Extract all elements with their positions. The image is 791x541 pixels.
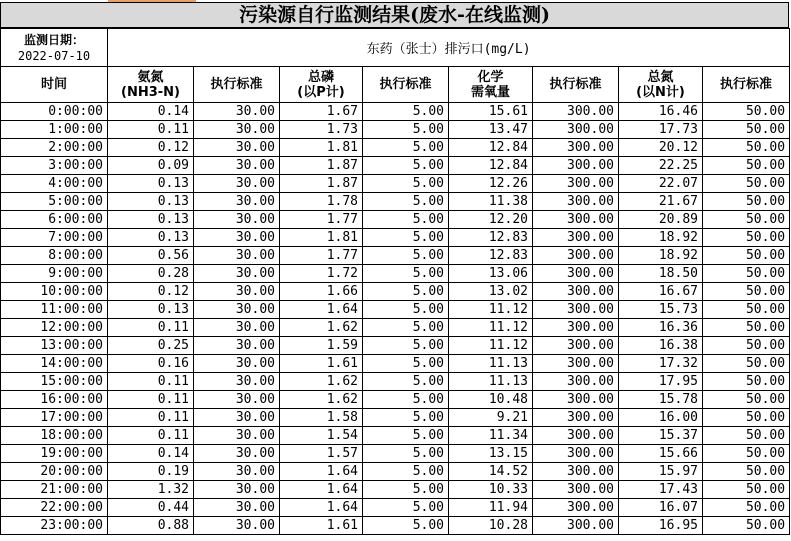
value-cell: 1.66: [280, 283, 363, 301]
table-row: [1, 463, 790, 481]
value-cell: 300.00: [533, 103, 619, 121]
value-cell: 15.78: [619, 391, 703, 409]
value-cell: 0.25: [108, 337, 194, 355]
value-cell: 1.62: [280, 391, 363, 409]
value-cell: 5.00: [363, 283, 449, 301]
value-cell: 30.00: [194, 391, 280, 409]
table-row: [1, 121, 790, 139]
value-cell: 300.00: [533, 427, 619, 445]
value-cell: 50.00: [703, 157, 790, 175]
value-cell: 50.00: [703, 193, 790, 211]
value-cell: 5.00: [363, 391, 449, 409]
value-cell: 12.83: [449, 229, 533, 247]
value-cell: 30.00: [194, 157, 280, 175]
value-cell: 300.00: [533, 373, 619, 391]
value-cell: 50.00: [703, 409, 790, 427]
value-cell: 1.81: [280, 229, 363, 247]
value-cell: 300.00: [533, 265, 619, 283]
value-cell: 16.95: [619, 517, 703, 535]
date-value: 2022-07-10: [17, 48, 91, 63]
table-row: [1, 355, 790, 373]
value-cell: 30.00: [194, 121, 280, 139]
value-cell: 50.00: [703, 121, 790, 139]
value-cell: 5.00: [363, 301, 449, 319]
value-cell: 16.67: [619, 283, 703, 301]
value-cell: 30.00: [194, 319, 280, 337]
monitoring-date-cell: [1, 29, 108, 67]
value-cell: 0.19: [108, 463, 194, 481]
value-cell: 30.00: [194, 265, 280, 283]
table-row: [1, 373, 790, 391]
time-cell: 5:00:00: [1, 193, 108, 211]
value-cell: 0.11: [108, 373, 194, 391]
table-row: [1, 517, 790, 535]
value-cell: 11.12: [449, 301, 533, 319]
value-cell: 1.64: [280, 499, 363, 517]
column-header: [1, 67, 108, 103]
value-cell: 0.13: [108, 175, 194, 193]
value-cell: 5.00: [363, 193, 449, 211]
value-cell: 0.13: [108, 211, 194, 229]
value-cell: 5.00: [363, 157, 449, 175]
value-cell: 16.00: [619, 409, 703, 427]
time-cell: 23:00:00: [1, 517, 108, 535]
value-cell: 30.00: [194, 175, 280, 193]
table-row: [1, 157, 790, 175]
value-cell: 5.00: [363, 499, 449, 517]
column-header-line: 总氮: [647, 69, 674, 85]
value-cell: 12.84: [449, 157, 533, 175]
value-cell: 1.57: [280, 445, 363, 463]
value-cell: 1.77: [280, 247, 363, 265]
value-cell: 50.00: [703, 319, 790, 337]
value-cell: 5.00: [363, 409, 449, 427]
table-row: [1, 211, 790, 229]
value-cell: 300.00: [533, 517, 619, 535]
table-row: [1, 427, 790, 445]
value-cell: 1.62: [280, 373, 363, 391]
value-cell: 300.00: [533, 157, 619, 175]
value-cell: 50.00: [703, 283, 790, 301]
value-cell: 30.00: [194, 445, 280, 463]
column-header: [533, 67, 619, 103]
value-cell: 11.12: [449, 319, 533, 337]
value-cell: 5.00: [363, 373, 449, 391]
table-row: [1, 499, 790, 517]
value-cell: 300.00: [533, 391, 619, 409]
time-cell: 13:00:00: [1, 337, 108, 355]
table-row: [1, 481, 790, 499]
value-cell: 20.12: [619, 139, 703, 157]
value-cell: 5.00: [363, 463, 449, 481]
value-cell: 18.50: [619, 265, 703, 283]
value-cell: 30.00: [194, 517, 280, 535]
value-cell: 0.16: [108, 355, 194, 373]
column-header: [449, 67, 533, 103]
value-cell: 16.46: [619, 103, 703, 121]
value-cell: 1.72: [280, 265, 363, 283]
value-cell: 15.61: [449, 103, 533, 121]
value-cell: 1.78: [280, 193, 363, 211]
value-cell: 1.87: [280, 157, 363, 175]
value-cell: 30.00: [194, 355, 280, 373]
value-cell: 17.32: [619, 355, 703, 373]
value-cell: 300.00: [533, 337, 619, 355]
value-cell: 30.00: [194, 139, 280, 157]
value-cell: 300.00: [533, 409, 619, 427]
value-cell: 0.44: [108, 499, 194, 517]
value-cell: 1.81: [280, 139, 363, 157]
value-cell: 50.00: [703, 103, 790, 121]
value-cell: 16.36: [619, 319, 703, 337]
column-header-subline: (以N计): [636, 84, 685, 100]
value-cell: 1.67: [280, 103, 363, 121]
value-cell: 13.06: [449, 265, 533, 283]
value-cell: 30.00: [194, 427, 280, 445]
time-cell: 8:00:00: [1, 247, 108, 265]
time-cell: 2:00:00: [1, 139, 108, 157]
value-cell: 30.00: [194, 247, 280, 265]
column-header: [194, 67, 280, 103]
value-cell: 300.00: [533, 121, 619, 139]
value-cell: 0.14: [108, 103, 194, 121]
value-cell: 30.00: [194, 337, 280, 355]
value-cell: 5.00: [363, 103, 449, 121]
value-cell: 10.48: [449, 391, 533, 409]
value-cell: 9.21: [449, 409, 533, 427]
value-cell: 0.12: [108, 139, 194, 157]
value-cell: 11.94: [449, 499, 533, 517]
value-cell: 300.00: [533, 355, 619, 373]
value-cell: 5.00: [363, 175, 449, 193]
value-cell: 0.11: [108, 391, 194, 409]
time-cell: 1:00:00: [1, 121, 108, 139]
time-cell: 6:00:00: [1, 211, 108, 229]
value-cell: 22.25: [619, 157, 703, 175]
time-cell: 22:00:00: [1, 499, 108, 517]
value-cell: 30.00: [194, 229, 280, 247]
value-cell: 0.56: [108, 247, 194, 265]
value-cell: 50.00: [703, 445, 790, 463]
value-cell: 1.64: [280, 481, 363, 499]
value-cell: 20.89: [619, 211, 703, 229]
value-cell: 1.58: [280, 409, 363, 427]
time-cell: 14:00:00: [1, 355, 108, 373]
value-cell: 30.00: [194, 193, 280, 211]
table-row: [1, 247, 790, 265]
value-cell: 50.00: [703, 463, 790, 481]
value-cell: 5.00: [363, 355, 449, 373]
value-cell: 300.00: [533, 481, 619, 499]
value-cell: 30.00: [194, 463, 280, 481]
value-cell: 5.00: [363, 319, 449, 337]
value-cell: 16.07: [619, 499, 703, 517]
value-cell: 0.28: [108, 265, 194, 283]
column-header: [363, 67, 449, 103]
value-cell: 16.38: [619, 337, 703, 355]
value-cell: 1.77: [280, 211, 363, 229]
value-cell: 5.00: [363, 265, 449, 283]
value-cell: 300.00: [533, 445, 619, 463]
time-cell: 21:00:00: [1, 481, 108, 499]
value-cell: 12.83: [449, 247, 533, 265]
value-cell: 50.00: [703, 229, 790, 247]
value-cell: 10.28: [449, 517, 533, 535]
time-cell: 0:00:00: [1, 103, 108, 121]
column-header-line: 化学: [477, 69, 504, 85]
info-row: [1, 29, 790, 67]
value-cell: 0.11: [108, 319, 194, 337]
time-cell: 4:00:00: [1, 175, 108, 193]
value-cell: 1.32: [108, 481, 194, 499]
value-cell: 50.00: [703, 337, 790, 355]
column-header-subline: 需氧量: [470, 84, 510, 100]
value-cell: 30.00: [194, 373, 280, 391]
value-cell: 0.14: [108, 445, 194, 463]
column-header: [108, 67, 194, 103]
value-cell: 30.00: [194, 481, 280, 499]
value-cell: 5.00: [363, 139, 449, 157]
value-cell: 18.92: [619, 229, 703, 247]
value-cell: 15.97: [619, 463, 703, 481]
table-row: [1, 319, 790, 337]
table-row: [1, 409, 790, 427]
value-cell: 5.00: [363, 337, 449, 355]
value-cell: 1.54: [280, 427, 363, 445]
value-cell: 11.13: [449, 373, 533, 391]
value-cell: 50.00: [703, 211, 790, 229]
value-cell: 300.00: [533, 301, 619, 319]
value-cell: 1.61: [280, 517, 363, 535]
value-cell: 1.64: [280, 301, 363, 319]
value-cell: 10.33: [449, 481, 533, 499]
value-cell: 300.00: [533, 283, 619, 301]
table-row: [1, 175, 790, 193]
value-cell: 30.00: [194, 103, 280, 121]
value-cell: 0.13: [108, 193, 194, 211]
value-cell: 300.00: [533, 247, 619, 265]
time-cell: 11:00:00: [1, 301, 108, 319]
value-cell: 15.37: [619, 427, 703, 445]
value-cell: 1.64: [280, 463, 363, 481]
value-cell: 5.00: [363, 427, 449, 445]
value-cell: 0.11: [108, 427, 194, 445]
value-cell: 300.00: [533, 193, 619, 211]
value-cell: 50.00: [703, 373, 790, 391]
value-cell: 1.62: [280, 319, 363, 337]
value-cell: 1.87: [280, 175, 363, 193]
value-cell: 17.95: [619, 373, 703, 391]
value-cell: 50.00: [703, 301, 790, 319]
value-cell: 5.00: [363, 247, 449, 265]
column-header-subline: (NH3-N): [121, 84, 180, 100]
column-header: [703, 67, 790, 103]
value-cell: 0.13: [108, 229, 194, 247]
value-cell: 300.00: [533, 139, 619, 157]
value-cell: 11.13: [449, 355, 533, 373]
table-row: [1, 265, 790, 283]
value-cell: 15.73: [619, 301, 703, 319]
value-cell: 1.61: [280, 355, 363, 373]
value-cell: 50.00: [703, 517, 790, 535]
table-row: [1, 103, 790, 121]
value-cell: 30.00: [194, 211, 280, 229]
value-cell: 18.92: [619, 247, 703, 265]
value-cell: 12.84: [449, 139, 533, 157]
table-row: [1, 337, 790, 355]
value-cell: 5.00: [363, 121, 449, 139]
value-cell: 50.00: [703, 391, 790, 409]
value-cell: 50.00: [703, 247, 790, 265]
table-row: [1, 229, 790, 247]
value-cell: 21.67: [619, 193, 703, 211]
value-cell: 5.00: [363, 229, 449, 247]
time-cell: 20:00:00: [1, 463, 108, 481]
time-cell: 15:00:00: [1, 373, 108, 391]
value-cell: 50.00: [703, 139, 790, 157]
column-header-line: 总磷: [307, 69, 334, 85]
value-cell: 300.00: [533, 229, 619, 247]
value-cell: 0.12: [108, 283, 194, 301]
value-cell: 5.00: [363, 517, 449, 535]
value-cell: 11.34: [449, 427, 533, 445]
value-cell: 0.11: [108, 409, 194, 427]
time-cell: 17:00:00: [1, 409, 108, 427]
value-cell: 13.15: [449, 445, 533, 463]
value-cell: 300.00: [533, 319, 619, 337]
time-cell: 18:00:00: [1, 427, 108, 445]
value-cell: 12.26: [449, 175, 533, 193]
value-cell: 50.00: [703, 499, 790, 517]
table-row: [1, 301, 790, 319]
value-cell: 50.00: [703, 427, 790, 445]
value-cell: 0.09: [108, 157, 194, 175]
time-cell: 12:00:00: [1, 319, 108, 337]
time-cell: 10:00:00: [1, 283, 108, 301]
report-title: 污染源自行监测结果(废水-在线监测): [0, 2, 789, 28]
value-cell: 17.73: [619, 121, 703, 139]
value-cell: 0.11: [108, 121, 194, 139]
time-cell: 3:00:00: [1, 157, 108, 175]
date-label: 监测日期：: [23, 32, 84, 47]
value-cell: 0.88: [108, 517, 194, 535]
value-cell: 50.00: [703, 355, 790, 373]
time-cell: 9:00:00: [1, 265, 108, 283]
table-row: [1, 391, 790, 409]
value-cell: 1.59: [280, 337, 363, 355]
value-cell: 300.00: [533, 499, 619, 517]
monitoring-table: [0, 28, 790, 535]
value-cell: 30.00: [194, 301, 280, 319]
value-cell: 5.00: [363, 211, 449, 229]
value-cell: 22.07: [619, 175, 703, 193]
value-cell: 1.73: [280, 121, 363, 139]
value-cell: 13.02: [449, 283, 533, 301]
value-cell: 300.00: [533, 463, 619, 481]
table-row: [1, 283, 790, 301]
site-name: 东药（张士）排污口(mg/L): [108, 29, 790, 67]
table-row: [1, 193, 790, 211]
value-cell: 5.00: [363, 445, 449, 463]
column-header-subline: (以P计): [297, 84, 345, 100]
column-header-line: 执行标准: [379, 77, 432, 92]
value-cell: 50.00: [703, 175, 790, 193]
column-header-line: 氨氮: [137, 69, 164, 85]
column-header-line: 执行标准: [210, 77, 263, 92]
time-cell: 7:00:00: [1, 229, 108, 247]
value-cell: 30.00: [194, 283, 280, 301]
value-cell: 11.38: [449, 193, 533, 211]
value-cell: 5.00: [363, 481, 449, 499]
column-header-line: 执行标准: [549, 77, 602, 92]
value-cell: 17.43: [619, 481, 703, 499]
value-cell: 50.00: [703, 265, 790, 283]
value-cell: 0.13: [108, 301, 194, 319]
column-header: [619, 67, 703, 103]
value-cell: 14.52: [449, 463, 533, 481]
table-row: [1, 445, 790, 463]
value-cell: 300.00: [533, 175, 619, 193]
value-cell: 12.20: [449, 211, 533, 229]
value-cell: 300.00: [533, 211, 619, 229]
column-header-line: 时间: [40, 77, 67, 92]
value-cell: 50.00: [703, 481, 790, 499]
value-cell: 15.66: [619, 445, 703, 463]
table-row: [1, 139, 790, 157]
value-cell: 11.12: [449, 337, 533, 355]
value-cell: 30.00: [194, 499, 280, 517]
column-header-line: 执行标准: [720, 77, 773, 92]
time-cell: 16:00:00: [1, 391, 108, 409]
value-cell: 30.00: [194, 409, 280, 427]
value-cell: 13.47: [449, 121, 533, 139]
column-header: [280, 67, 363, 103]
time-cell: 19:00:00: [1, 445, 108, 463]
column-header-row: [1, 67, 790, 103]
